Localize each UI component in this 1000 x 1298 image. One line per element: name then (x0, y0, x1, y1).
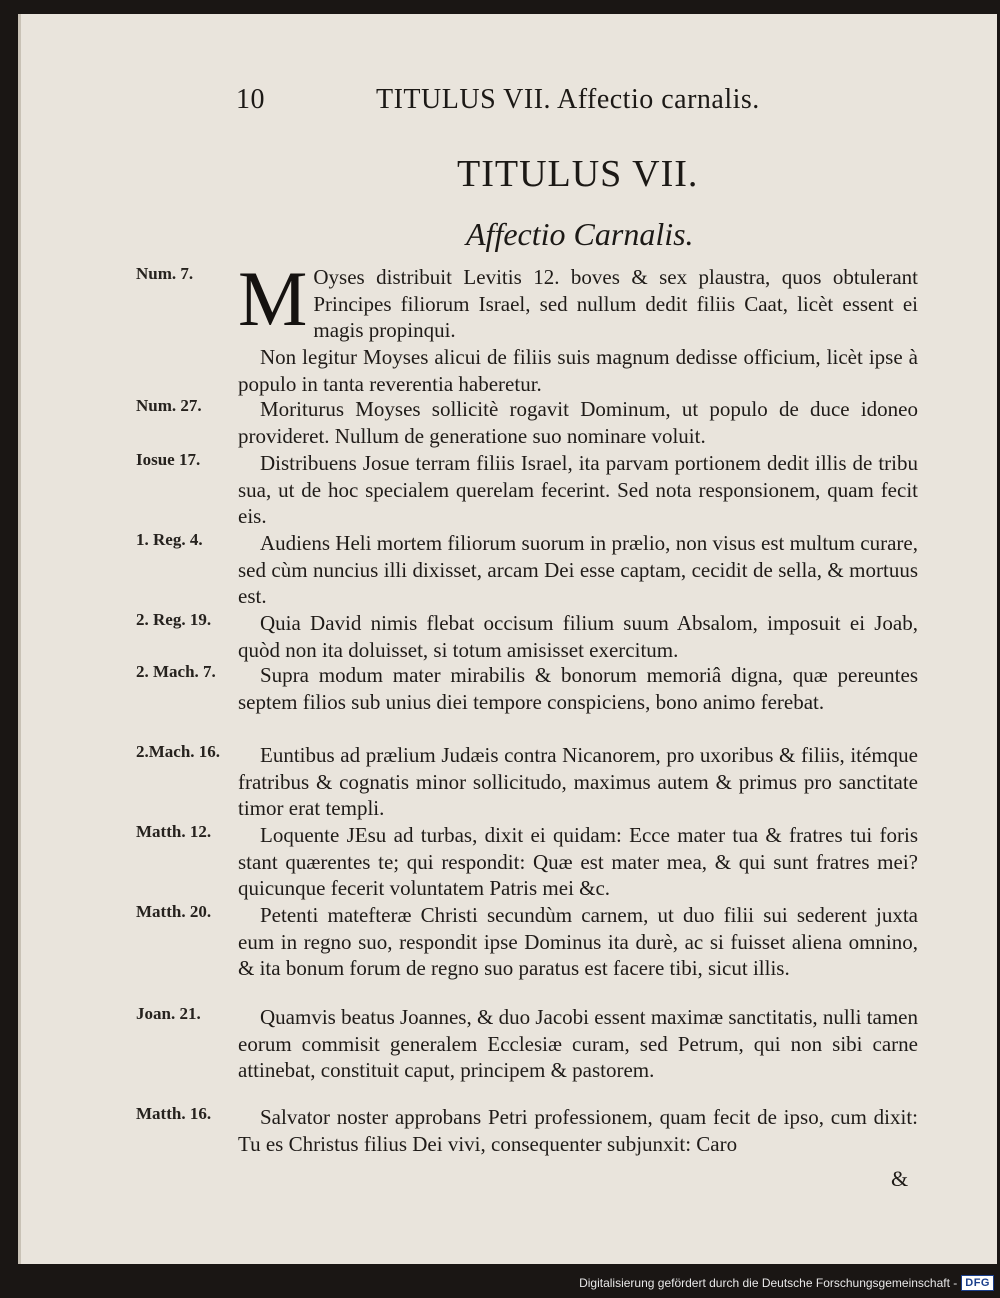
catchword: & (891, 1166, 909, 1191)
entry-text: Quamvis beatus Joannes, & duo Jacobi essent maximæ sanctitatis, nulli tamen eorum commisit generalem Ecclesiæ curam, sed Petrum, qui non sibi carne attinebat, constituit caput, principem & pastorem. (238, 1005, 918, 1082)
margin-reference: Matth. 20. (136, 902, 212, 921)
entry-text (238, 255, 918, 344)
dfg-logo[interactable]: DFG (961, 1275, 994, 1291)
margin-reference: 1. Reg. 4. (136, 530, 203, 549)
margin-reference: 2. Mach. 7. (136, 662, 216, 681)
margin-reference: Joan. 21. (136, 1004, 201, 1023)
drop-capital: M (238, 255, 308, 342)
page-header (236, 84, 796, 124)
entry-text: Supra modum mater mirabilis & bonorum memoriâ digna, quæ pereuntes septem filios sub unius diei tempore conspiciens, bono animo ferebat. (238, 663, 918, 714)
entry-text: Euntibus ad prælium Judæis contra Nicanorem, pro uxoribus & filiis, itémque fratribus & cognatis minor sollicitudo, maximus autem & primus pro sanctitate timor erat templi. (238, 743, 918, 820)
entry-text: Non legitur Moyses alicui de filiis suis magnum dedisse officium, licèt ipse à populo in tanta reverentia haberetur. (238, 345, 918, 396)
running-title: TITULUS VII. Affectio carnalis. (376, 84, 760, 115)
margin-reference: Matth. 12. (136, 822, 212, 841)
entry-text: Salvator noster approbans Petri professionem, quam fecit de ipso, cum dixit: Tu es Christus filius Dei vivi, consequenter subjunxit: Caro (238, 1105, 918, 1156)
digitization-credit (579, 1272, 994, 1294)
margin-reference: Num. 27. (136, 396, 202, 415)
margin-reference: 2. Reg. 19. (136, 610, 212, 629)
entry-text: Distribuens Josue terram filiis Israel, ita parvam portionem dedit illis de tribu sua, ut de hoc specialem querelam fecerint. Sed nota responsionem, quam fecit eis. (238, 451, 918, 528)
page-number: 10 (236, 84, 265, 115)
entry-text: Moriturus Moyses sollicitè rogavit Dominum, ut populo de duce idoneo provideret. Nullum de generatione suo nominare voluit. (238, 397, 918, 448)
margin-reference: Iosue 17. (136, 450, 201, 469)
entry-text: Loquente JEsu ad turbas, dixit ei quidam: Ecce mater tua & fratres tui foris stant quærentes te; qui respondit: Quæ est mater mea, & qui sunt fratres mei? quicunque fecerit voluntatem Patris mei &c. (238, 823, 918, 900)
chapter-title: TITULUS VII. (457, 153, 699, 195)
margin-reference: Matth. 16. (136, 1104, 212, 1123)
entry-text: Quia David nimis flebat occisum filium suum Absalom, imposuit ei Joab, quòd non ita doluisset, si totum amisisset exercitum. (238, 611, 918, 662)
entry-text: Petenti matefteræ Christi secundùm carnem, ut duo filii sui sederent juxta eum in regno suo, respondit ipse Dominus ita durè, ac si fuisset aliena omnino, & ita bonum forum de regno suo paratus est facere tibi, sicut illis. (238, 903, 918, 980)
book-page (18, 14, 997, 1264)
chapter-subtitle: Affectio Carnalis. (466, 216, 694, 252)
credit-text: Digitalisierung gefördert durch die Deutsche Forschungsgemeinschaft - (579, 1276, 958, 1290)
entry-body: Oyses distribuit Levitis 12. boves & sex plaustra, quos obtulerant Principes filiorum Israel, sed nullum dedit filiis Caat, licèt essent ei magis propinqui. (313, 265, 918, 342)
entry-text: Audiens Heli mortem filiorum suorum in prælio, non visus est multum curare, sed cùm nuncius illi dixisset, arcam Dei esse captam, cecidit de sella, & mortuus est. (238, 531, 918, 608)
margin-reference: 2.Mach. 16. (136, 742, 221, 761)
margin-reference: Num. 7. (136, 264, 194, 283)
